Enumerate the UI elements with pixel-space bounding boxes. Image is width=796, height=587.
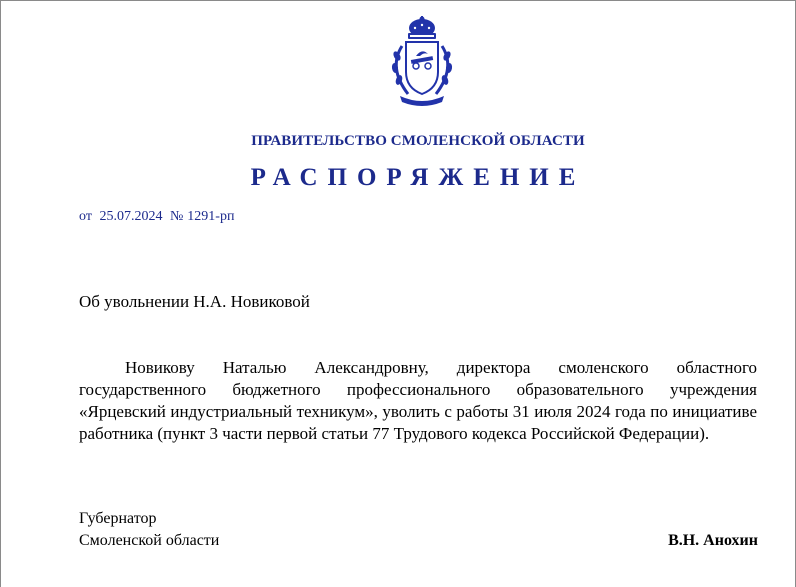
- document-number: 1291-рп: [187, 209, 235, 224]
- document-subject: Об увольнении Н.А. Новиковой: [79, 292, 310, 311]
- number-sign: №: [169, 209, 184, 224]
- document-date: 25.07.2024: [99, 209, 163, 224]
- document-type-title: РАСПОРЯЖЕНИЕ: [250, 164, 586, 191]
- document-body: Новикову Наталью Александровну, директора смоленского областного государственного бюджетного профессионального образовательного учреждения «Ярцевский индустриальный техникум», уволить с работы 31 июля 2024 года по инициативе работника (пункт 3 части первой статьи 77 Трудового кодекса Российской Федерации).: [79, 358, 757, 443]
- smolensk-coat-of-arms-icon: [380, 16, 464, 106]
- page-left-border: [0, 0, 1, 587]
- page-top-border: [0, 0, 796, 5]
- signatory-position: [79, 508, 219, 552]
- signatory-position-line2: Смоленской области: [79, 532, 220, 549]
- government-title: ПРАВИТЕЛЬСТВО СМОЛЕНСКОЙ ОБЛАСТИ: [251, 133, 585, 149]
- document-date-number: [79, 209, 238, 225]
- date-prefix: от: [79, 209, 92, 224]
- signatory-position-line1: Губернатор: [79, 510, 157, 527]
- signatory-name: В.Н. Анохин: [668, 532, 758, 549]
